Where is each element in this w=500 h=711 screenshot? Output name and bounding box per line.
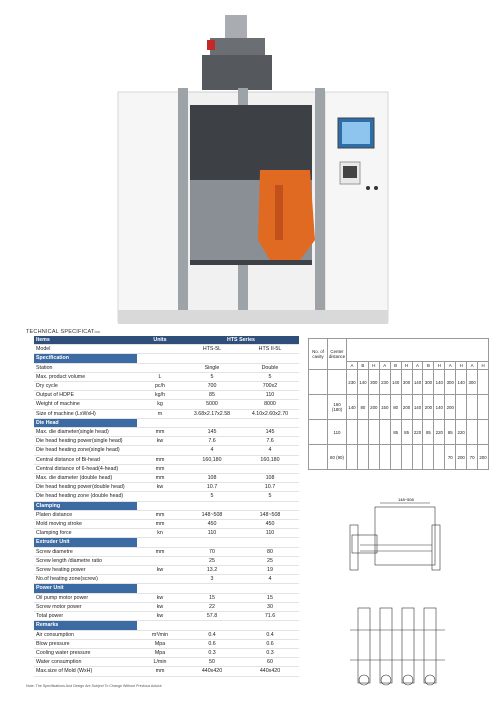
- spec-unit: kn: [137, 529, 183, 538]
- spec-section-row: [34, 418, 299, 427]
- cavity-value: 220: [456, 420, 467, 445]
- spec-unit: pc/h: [137, 382, 183, 391]
- spec-row: [34, 602, 299, 611]
- spec-item: Clamping force: [34, 529, 137, 538]
- cavity-value: 140: [412, 395, 423, 420]
- spec-value-a: 440x420: [183, 667, 241, 676]
- spec-item: Screw heating power: [34, 566, 137, 575]
- spec-row: [34, 520, 299, 529]
- bottle-icons: [347, 339, 489, 362]
- cavity-value: 140: [434, 395, 445, 420]
- cavity-value: [379, 420, 390, 445]
- spec-value-a: 5: [183, 372, 241, 381]
- spec-item: Max. die diameter(single head): [34, 428, 137, 437]
- dim-label: 148~508: [398, 497, 414, 502]
- spec-item: Max. product volume: [34, 372, 137, 381]
- cavity-value: [434, 445, 445, 470]
- spec-item: Platen distance: [34, 510, 137, 519]
- cavity-value: 140: [434, 370, 445, 395]
- spec-row: [34, 529, 299, 538]
- cavity-distance: 110: [328, 420, 347, 445]
- cavity-value: 140: [390, 370, 401, 395]
- cavity-value: [478, 420, 489, 445]
- cavity-value: [379, 445, 390, 470]
- section-label: Clamping: [34, 501, 137, 510]
- spec-item: Screw diametre: [34, 547, 137, 556]
- cavity-value: 85: [445, 420, 456, 445]
- spec-value-b: 60: [241, 658, 299, 667]
- cavity-value: 140: [412, 370, 423, 395]
- spec-value-b: 0.3: [241, 648, 299, 657]
- cavity-letter: H: [401, 362, 412, 370]
- spec-unit: kw: [137, 612, 183, 621]
- cavity-value: 300: [467, 370, 478, 395]
- cavity-value: 200: [401, 395, 412, 420]
- spec-value-b: 4: [241, 446, 299, 455]
- cavity-letter: A: [347, 362, 358, 370]
- cavity-value: [357, 445, 368, 470]
- spec-item: Total power: [34, 612, 137, 621]
- spec-unit: [137, 556, 183, 565]
- cavity-value: [412, 445, 423, 470]
- cavity-value: [478, 395, 489, 420]
- spec-row: [34, 593, 299, 602]
- spec-row: [34, 400, 299, 409]
- spec-item: Die head heating zone(single head): [34, 446, 137, 455]
- spec-unit: kw: [137, 566, 183, 575]
- spec-value-b: 148~508: [241, 510, 299, 519]
- spec-value-a: 0.3: [183, 648, 241, 657]
- cavity-value: 85: [423, 420, 434, 445]
- spec-row: [34, 667, 299, 676]
- cavity-distance: [328, 370, 347, 395]
- spec-value-b: 80: [241, 547, 299, 556]
- spec-value-a: 450: [183, 520, 241, 529]
- spec-value-a: 3: [183, 575, 241, 584]
- spec-item: Max. die diameter (double head): [34, 474, 137, 483]
- cavity-value: 140: [357, 370, 368, 395]
- cavity-value: [423, 445, 434, 470]
- spec-value-b: HTS II-5L: [241, 345, 299, 354]
- spec-row: [34, 510, 299, 519]
- spec-value-a: 13.2: [183, 566, 241, 575]
- spec-value-a: 25: [183, 556, 241, 565]
- spec-row: [34, 345, 299, 354]
- spec-item: Blow pressure: [34, 639, 137, 648]
- spec-row: [34, 547, 299, 556]
- machine-photo: [110, 10, 395, 328]
- cavity-letter: H: [368, 362, 379, 370]
- spec-value-a: [183, 464, 241, 473]
- cavity-letter: B: [357, 362, 368, 370]
- spec-value-b: 4.10x2.60x2.70: [241, 409, 299, 418]
- spec-unit: kw: [137, 593, 183, 602]
- spec-value-a: HTS-5L: [183, 345, 241, 354]
- cavity-distance: 80 (90): [328, 445, 347, 470]
- cavity-value: 85: [390, 420, 401, 445]
- spec-value-b: 700x2: [241, 382, 299, 391]
- spec-value-b: [241, 464, 299, 473]
- col-items: Items: [34, 336, 137, 345]
- spec-unit: kg: [137, 400, 183, 409]
- spec-row: [34, 639, 299, 648]
- spec-item: Oil pump motor power: [34, 593, 137, 602]
- spec-value-b: 5: [241, 492, 299, 501]
- spec-value-a: 57.8: [183, 612, 241, 621]
- col-units: Units: [137, 336, 183, 345]
- spec-value-b: 110: [241, 391, 299, 400]
- cavity-value: [467, 420, 478, 445]
- spec-row: [34, 437, 299, 446]
- spec-row: [34, 566, 299, 575]
- spec-header-row: [34, 336, 299, 345]
- cavity-table: [308, 338, 489, 478]
- cavity-value: [390, 445, 401, 470]
- spec-value-b: 25: [241, 556, 299, 565]
- spec-value-b: 19: [241, 566, 299, 575]
- spec-item: Die head heating power(double head): [34, 483, 137, 492]
- spec-row: [34, 391, 299, 400]
- cavity-value: [456, 395, 467, 420]
- cavity-value: [401, 445, 412, 470]
- spec-value-a: 3.68x2.17x2.58: [183, 409, 241, 418]
- spec-unit: kg/h: [137, 391, 183, 400]
- spec-value-b: 145: [241, 428, 299, 437]
- cavity-value: 70: [467, 445, 478, 470]
- spec-item: Max.size of Mold (WxH): [34, 667, 137, 676]
- cavity-value: 200: [456, 445, 467, 470]
- spec-unit: L/min: [137, 658, 183, 667]
- cavity-value: [347, 445, 358, 470]
- section-label: Die Head: [34, 418, 137, 427]
- spec-unit: [137, 575, 183, 584]
- spec-value-b: 110: [241, 529, 299, 538]
- spec-item: Output of HDPE: [34, 391, 137, 400]
- section-label: Extruder Unit: [34, 538, 137, 547]
- spec-item: Screw length /diametre ratio: [34, 556, 137, 565]
- spec-row: [34, 575, 299, 584]
- cavity-letter: H: [478, 362, 489, 370]
- spec-item: Central distance of Bi-head: [34, 455, 137, 464]
- cavity-letter: A: [445, 362, 456, 370]
- cavity-count: [309, 420, 328, 445]
- spec-unit: m: [137, 409, 183, 418]
- cavity-value: [368, 445, 379, 470]
- spec-unit: m³/min: [137, 630, 183, 639]
- spec-row: [34, 464, 299, 473]
- cavity-row: [309, 420, 489, 445]
- cavity-value: 140: [347, 395, 358, 420]
- cavity-value: [357, 420, 368, 445]
- spec-value-a: 4: [183, 446, 241, 455]
- spec-value-a: 160,180: [183, 455, 241, 464]
- spec-unit: Mpa: [137, 648, 183, 657]
- spec-value-a: 145: [183, 428, 241, 437]
- spec-unit: mm: [137, 474, 183, 483]
- spec-unit: mm: [137, 510, 183, 519]
- cavity-count: [309, 445, 328, 470]
- spec-item: Air consumption: [34, 630, 137, 639]
- cavity-value: 230: [379, 370, 390, 395]
- cavity-value: 85: [401, 420, 412, 445]
- spec-row: [34, 409, 299, 418]
- spec-section-row: [34, 354, 299, 363]
- section-label: Power Unit: [34, 584, 137, 593]
- cavity-value: 140: [456, 370, 467, 395]
- spec-value-a: 5: [183, 492, 241, 501]
- spec-value-b: 450: [241, 520, 299, 529]
- spec-value-a: 70: [183, 547, 241, 556]
- top-view-drawing: [340, 600, 455, 695]
- cavity-letter: B: [423, 362, 434, 370]
- spec-value-a: 0.6: [183, 639, 241, 648]
- spec-value-a: 10.7: [183, 483, 241, 492]
- spec-unit: [137, 345, 183, 354]
- spec-unit: mm: [137, 464, 183, 473]
- spec-section-row: [34, 538, 299, 547]
- spec-item: Model: [34, 345, 137, 354]
- cavity-value: [347, 420, 358, 445]
- col-series: HTS Series: [183, 336, 299, 345]
- spec-row: [34, 630, 299, 639]
- spec-row: [34, 612, 299, 621]
- spec-row: [34, 455, 299, 464]
- cavity-count: [309, 395, 328, 420]
- spec-row: [34, 474, 299, 483]
- cavity-value: 230: [347, 370, 358, 395]
- spec-value-b: 10.7: [241, 483, 299, 492]
- spec-item: Die head heating power(single head): [34, 437, 137, 446]
- spec-unit: mm: [137, 547, 183, 556]
- spec-value-a: 85: [183, 391, 241, 400]
- cavity-value: 70: [445, 445, 456, 470]
- spec-value-a: 148~508: [183, 510, 241, 519]
- spec-item: No.of heating zone(screw): [34, 575, 137, 584]
- cavity-value: 200: [478, 445, 489, 470]
- spec-value-b: 15: [241, 593, 299, 602]
- spec-section-row: [34, 584, 299, 593]
- cavity-count: [309, 370, 328, 395]
- cavity-value: 300: [368, 370, 379, 395]
- spec-item: Die head heating zone (double head): [34, 492, 137, 501]
- spec-value-b: 0.6: [241, 639, 299, 648]
- spec-row: [34, 372, 299, 381]
- spec-value-a: 108: [183, 474, 241, 483]
- cavity-distance: 160 (180): [328, 395, 347, 420]
- cavity-value: 200: [368, 395, 379, 420]
- spec-row: [34, 658, 299, 667]
- spec-unit: kw: [137, 602, 183, 611]
- spec-value-a: 5000: [183, 400, 241, 409]
- spec-unit: kw: [137, 437, 183, 446]
- cavity-value: 200: [445, 395, 456, 420]
- cavity-value: 200: [423, 395, 434, 420]
- section-label: Specification: [34, 354, 137, 363]
- cavity-row: [309, 445, 489, 470]
- spec-value-b: 30: [241, 602, 299, 611]
- spec-item: Mold moving stroke: [34, 520, 137, 529]
- spec-row: [34, 648, 299, 657]
- spec-value-a: 7.6: [183, 437, 241, 446]
- spec-value-b: 4: [241, 575, 299, 584]
- spec-value-b: 0.4: [241, 630, 299, 639]
- spec-unit: mm: [137, 455, 183, 464]
- spec-value-a: Single: [183, 363, 241, 372]
- cavity-value: 300: [423, 370, 434, 395]
- spec-value-b: 5: [241, 372, 299, 381]
- spec-unit: Mpa: [137, 639, 183, 648]
- spec-item: Size of machine (LxWxH): [34, 409, 137, 418]
- spec-unit: L: [137, 372, 183, 381]
- spec-value-b: 440x420: [241, 667, 299, 676]
- spec-value-a: 700: [183, 382, 241, 391]
- spec-item: Weight of machine: [34, 400, 137, 409]
- cavity-value: 80: [357, 395, 368, 420]
- cavity-row: [309, 395, 489, 420]
- spec-section-row: [34, 621, 299, 630]
- cavity-letter: B: [390, 362, 401, 370]
- spec-unit: [137, 446, 183, 455]
- cavity-value: 80: [390, 395, 401, 420]
- cavity-letter: H: [456, 362, 467, 370]
- cavity-letter: H: [434, 362, 445, 370]
- spec-unit: mm: [137, 667, 183, 676]
- spec-unit: mm: [137, 520, 183, 529]
- spec-row: [34, 382, 299, 391]
- cavity-value: [478, 370, 489, 395]
- spec-item: Screw motor power: [34, 602, 137, 611]
- spec-value-a: 110: [183, 529, 241, 538]
- spec-value-a: 15: [183, 593, 241, 602]
- spec-value-b: 71.6: [241, 612, 299, 621]
- spec-value-b: 7.6: [241, 437, 299, 446]
- cavity-value: [368, 420, 379, 445]
- spec-note: Note: The Specifications And Design Are Subject To Change Without Previous Advice: [26, 684, 162, 688]
- spec-row: [34, 483, 299, 492]
- spec-unit: [137, 492, 183, 501]
- spec-row: [34, 363, 299, 372]
- spec-row: [34, 428, 299, 437]
- cavity-value: 220: [434, 420, 445, 445]
- side-view-drawing: [340, 495, 450, 595]
- spec-table: [34, 336, 299, 677]
- spec-row: [34, 446, 299, 455]
- spec-unit: mm: [137, 428, 183, 437]
- spec-value-b: 8000: [241, 400, 299, 409]
- spec-unit: kw: [137, 483, 183, 492]
- spec-value-a: 22: [183, 602, 241, 611]
- cavity-value: 300: [401, 370, 412, 395]
- cavity-value: 150: [379, 395, 390, 420]
- cavity-letter: A: [467, 362, 478, 370]
- spec-value-b: Double: [241, 363, 299, 372]
- spec-unit: [137, 363, 183, 372]
- cavity-letter: A: [412, 362, 423, 370]
- spec-row: [34, 556, 299, 565]
- spec-value-b: 108: [241, 474, 299, 483]
- section-label: Remarks: [34, 621, 137, 630]
- cavity-h2: Center distance: [328, 339, 347, 370]
- spec-section-row: [34, 501, 299, 510]
- spec-value-a: 0.4: [183, 630, 241, 639]
- cavity-value: [467, 395, 478, 420]
- spec-item: Dry cycle: [34, 382, 137, 391]
- spec-item: Cooling water pressure: [34, 648, 137, 657]
- spec-item: Central distance of 6-head(4-head): [34, 464, 137, 473]
- cavity-letter: A: [379, 362, 390, 370]
- cavity-value: 300: [445, 370, 456, 395]
- spec-value-b: 160,180: [241, 455, 299, 464]
- spec-value-a: 50: [183, 658, 241, 667]
- cavity-row: [309, 370, 489, 395]
- spec-title: TECHNICAL SPECIFICATIon: [26, 329, 100, 335]
- spec-item: Station: [34, 363, 137, 372]
- spec-item: Water consumption: [34, 658, 137, 667]
- cavity-value: 220: [412, 420, 423, 445]
- cavity-h1: No. of cavity: [309, 339, 328, 370]
- spec-row: [34, 492, 299, 501]
